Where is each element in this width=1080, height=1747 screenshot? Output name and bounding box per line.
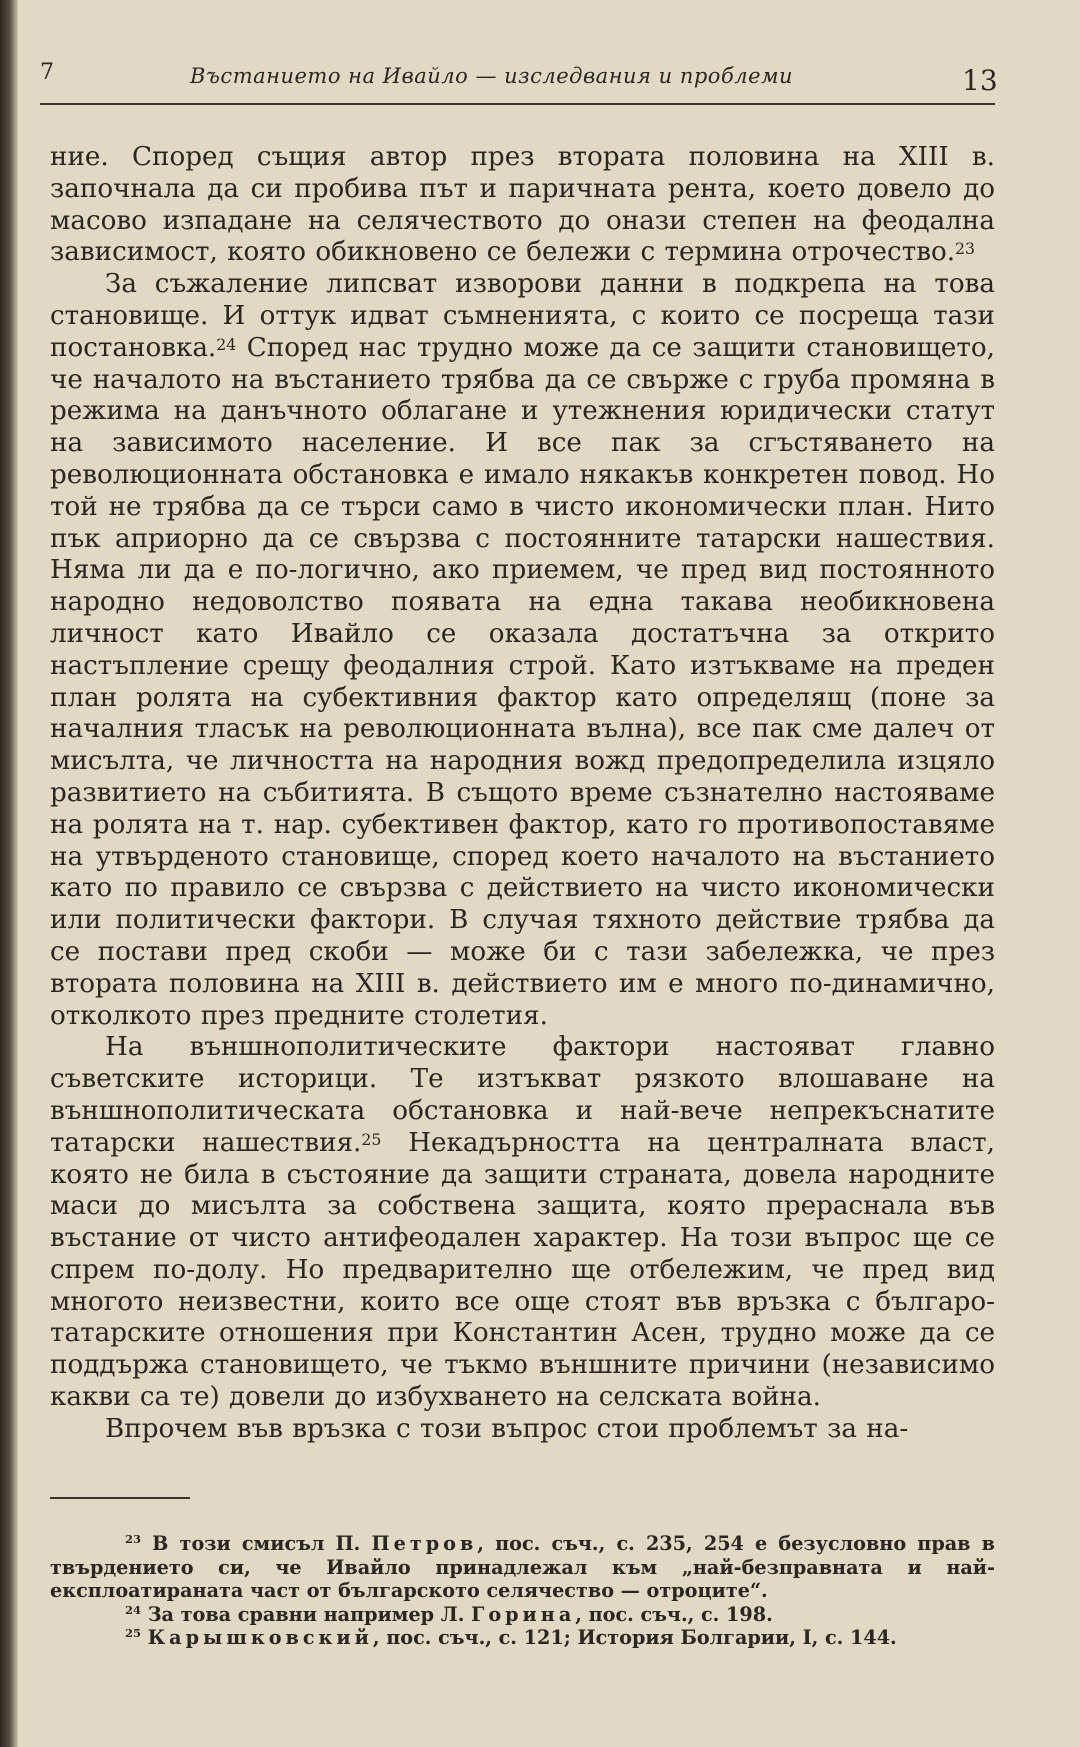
footnote-25: $^{25}$ Карышковский, пос. съч., с. 121; История Болгарии, I, с. 144.: [125, 1626, 897, 1649]
footnote-23: $^{23}$ В този смисъл П. Петров, пос. съч., с. 235, 254 е безусловно прав в твърдението си, че Ивайло принадлежал към „най-безправната и най-експлоатираната част от българското селячество — отроците“.: [50, 1532, 995, 1602]
book-spine-shadow: [0, 0, 18, 1747]
header-rule: [40, 103, 995, 105]
paragraph-3: На външнополитическите фактори настояват главно съветските историци. Те изтъкват рязкото влошаване на външнополитическата обстановка и най-вече непрекъснатите татарски нашествия.$^{25}$ Некадърността на централната власт, която не била в състояние да защити страната, довела народните маси до мисълта за собствена защита, която прераснала във въстание от чисто антифеодален характер. На този въпрос ще се спрем по-долу. Но предварително ще отбележим, че пред вид многото неизвестни, които все още стоят във връзка с българо-татарските отношения при Константин Асен, трудно може да се поддържа становището, че тъкмо външните причини (независимо какви са те) довели до избухването на селската война.: [50, 1032, 995, 1413]
paragraph-4: Впрочем във връзка с този въпрос стои проблемът за на-: [105, 1413, 909, 1444]
footnotes: [50, 1532, 995, 1650]
book-page: [40, 0, 1040, 1747]
paragraph-1: ние. Според същия автор през втората половина на XIII в. започнала да си пробива път и паричната рента, което довело до масово изпадане на селячеството до онази степен на феодална зависимост, която обикновено се бележи с термина отрочество.$^{23}$: [50, 142, 995, 268]
footnote-ref-25: 25: [361, 1129, 382, 1149]
page-number: 13: [962, 64, 998, 97]
footnote-separator: [50, 1497, 190, 1499]
footnote-ref-23: 23: [955, 239, 976, 259]
footnote-24: $^{24}$ За това сравни например Л. Горина, пос. съч., с. 198.: [125, 1602, 773, 1626]
volume-number: 7: [40, 60, 54, 85]
body-text: [50, 142, 995, 1446]
footnote-ref-24: 24: [216, 334, 237, 354]
running-header: [40, 58, 1000, 98]
running-title: Въстанието на Ивайло — изследвания и проблеми: [190, 64, 794, 88]
paragraph-2: За съжаление липсват изворови данни в подкрепа на това становище. И оттук идват съмненията, с които се посреща тази постановка.$^{24}$ Според нас трудно може да се защити становището, че началото на въстанието трябва да се свърже с груба промяна в режима на данъчното облагане и утежнения юридически статут на зависимото население. И все пак за сгъстяването на революционната обстановка е имало някакъв конкретен повод. Но той не трябва да се търси само в чисто икономически план. Нито пък априорно да се свързва с постоянните татарски нашествия. Няма ли да е по-логично, ако приемем, че пред вид постоянното народно недоволство появата на една такава необикновена личност като Ивайло се оказала достатъчна за открито настъпление срещу феодалния строй. Като изтъкваме на преден план ролята на субективния фактор като определящ (поне за началния тласък на революционната вълна), все пак сме далеч от мисълта, че личността на народния вожд предопределила изцяло развитието на събитията. В същото време съзнателно настояваме на ролята на т. нар. субективен фактор, като го противопоставяме на утвърденото становище, според което началото на въстанието като по правило се свързва с действието на чисто икономически или политически фактори. В случая тяхното действие трябва да се постави пред скоби — може би с тази забележка, че през втората половина на XIII в. действието им е много по-динамично, отколкото през предните столетия.: [50, 269, 995, 1031]
